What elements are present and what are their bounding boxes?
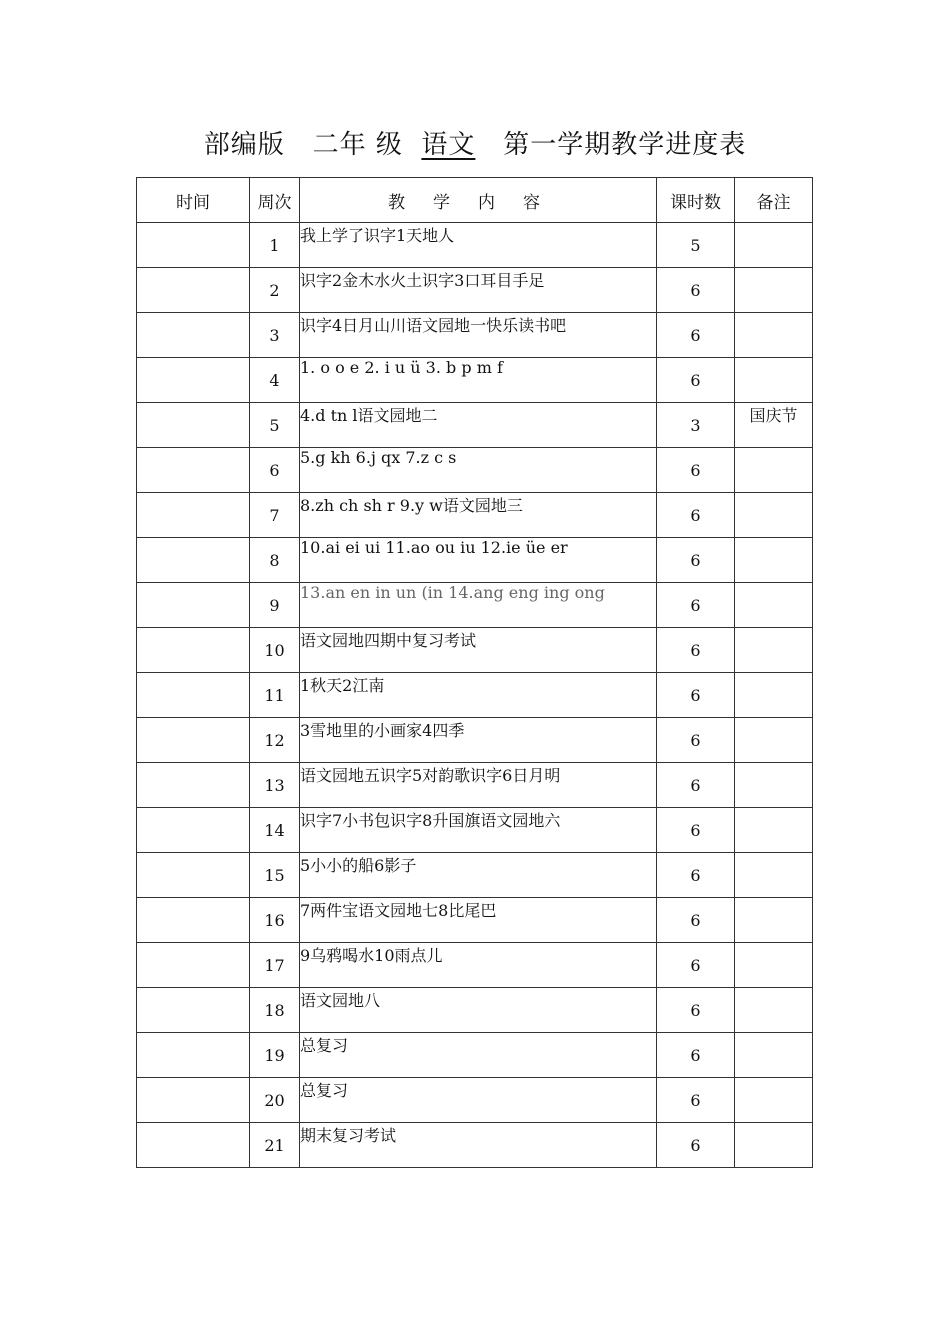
week-cell: 3 [250, 313, 300, 358]
hours-cell: 6 [657, 628, 735, 673]
hours-cell: 6 [657, 763, 735, 808]
note-cell [735, 943, 813, 988]
week-cell: 7 [250, 493, 300, 538]
hours-cell: 6 [657, 988, 735, 1033]
content-cell: 总复习 [300, 1078, 657, 1123]
table-row [137, 898, 813, 943]
hours-cell: 6 [657, 718, 735, 763]
hours-cell: 6 [657, 538, 735, 583]
content-cell: 识字2金木水火土识字3口耳目手足 [300, 268, 657, 313]
content-cell: 期末复习考试 [300, 1123, 657, 1168]
note-cell [735, 448, 813, 493]
week-cell: 11 [250, 673, 300, 718]
content-cell: 5小小的船6影子 [300, 853, 657, 898]
time-cell [137, 403, 250, 448]
title-grade: 二年 级 [312, 130, 403, 160]
hours-cell: 6 [657, 1123, 735, 1168]
week-cell: 15 [250, 853, 300, 898]
week-cell: 1 [250, 223, 300, 268]
header-hours: 课时数 [657, 178, 735, 223]
week-cell: 18 [250, 988, 300, 1033]
content-cell: 9乌鸦喝水10雨点儿 [300, 943, 657, 988]
time-cell [137, 718, 250, 763]
note-cell [735, 853, 813, 898]
hours-cell: 6 [657, 583, 735, 628]
time-cell [137, 853, 250, 898]
time-cell [137, 358, 250, 403]
note-cell [735, 988, 813, 1033]
time-cell [137, 1078, 250, 1123]
table-row [137, 718, 813, 763]
time-cell [137, 583, 250, 628]
week-cell: 17 [250, 943, 300, 988]
content-cell: 5.g kh 6.j qx 7.z c s [300, 448, 657, 493]
hours-cell: 3 [657, 403, 735, 448]
time-cell [137, 268, 250, 313]
note-cell [735, 628, 813, 673]
week-cell: 8 [250, 538, 300, 583]
note-cell: 国庆节 [735, 403, 813, 448]
note-cell [735, 583, 813, 628]
content-cell: 1秋天2江南 [300, 673, 657, 718]
note-cell [735, 1078, 813, 1123]
table-row [137, 988, 813, 1033]
week-cell: 12 [250, 718, 300, 763]
time-cell [137, 763, 250, 808]
content-cell: 1. o o e 2. i u ü 3. b p m f [300, 358, 657, 403]
time-cell [137, 223, 250, 268]
table-row [137, 313, 813, 358]
title-edition: 部编版 [203, 130, 285, 160]
table-row [137, 673, 813, 718]
table-row [137, 583, 813, 628]
note-cell [735, 268, 813, 313]
hours-cell: 5 [657, 223, 735, 268]
time-cell [137, 1033, 250, 1078]
title-subject: 语文 [421, 130, 476, 160]
content-cell: 10.ai ei ui 11.ao ou iu 12.ie üe er [300, 538, 657, 583]
content-cell: 13.an en in un (in 14.ang eng ing ong [300, 583, 657, 628]
hours-cell: 6 [657, 313, 735, 358]
hours-cell: 6 [657, 358, 735, 403]
time-cell [137, 988, 250, 1033]
table-row [137, 1078, 813, 1123]
hours-cell: 6 [657, 808, 735, 853]
header-week: 周次 [250, 178, 300, 223]
table-row [137, 358, 813, 403]
note-cell [735, 358, 813, 403]
hours-cell: 6 [657, 898, 735, 943]
note-cell [735, 673, 813, 718]
time-cell [137, 448, 250, 493]
hours-cell: 6 [657, 943, 735, 988]
table-row [137, 493, 813, 538]
week-cell: 4 [250, 358, 300, 403]
schedule-table [136, 177, 813, 1168]
table-row [137, 763, 813, 808]
table-row [137, 538, 813, 583]
hours-cell: 6 [657, 1078, 735, 1123]
content-cell: 4.d tn l语文园地二 [300, 403, 657, 448]
table-row [137, 403, 813, 448]
week-cell: 14 [250, 808, 300, 853]
time-cell [137, 538, 250, 583]
time-cell [137, 943, 250, 988]
table-row [137, 1123, 813, 1168]
content-cell: 识字7小书包识字8升国旗语文园地六 [300, 808, 657, 853]
time-cell [137, 313, 250, 358]
week-cell: 16 [250, 898, 300, 943]
note-cell [735, 898, 813, 943]
note-cell [735, 223, 813, 268]
hours-cell: 6 [657, 1033, 735, 1078]
time-cell [137, 1123, 250, 1168]
table-row [137, 223, 813, 268]
time-cell [137, 898, 250, 943]
week-cell: 20 [250, 1078, 300, 1123]
content-cell: 总复习 [300, 1033, 657, 1078]
content-cell: 8.zh ch sh r 9.y w语文园地三 [300, 493, 657, 538]
note-cell [735, 538, 813, 583]
title-semester: 第一学期教学进度表 [503, 130, 747, 160]
content-cell: 3雪地里的小画家4四季 [300, 718, 657, 763]
week-cell: 5 [250, 403, 300, 448]
table-row [137, 808, 813, 853]
week-cell: 6 [250, 448, 300, 493]
week-cell: 21 [250, 1123, 300, 1168]
time-cell [137, 628, 250, 673]
note-cell [735, 313, 813, 358]
table-row [137, 628, 813, 673]
content-cell: 语文园地四期中复习考试 [300, 628, 657, 673]
table-row [137, 943, 813, 988]
hours-cell: 6 [657, 268, 735, 313]
time-cell [137, 493, 250, 538]
hours-cell: 6 [657, 493, 735, 538]
week-cell: 19 [250, 1033, 300, 1078]
time-cell [137, 673, 250, 718]
header-content: 教学内容 [300, 178, 657, 223]
week-cell: 10 [250, 628, 300, 673]
content-cell: 我上学了识字1天地人 [300, 223, 657, 268]
content-cell: 语文园地八 [300, 988, 657, 1033]
note-cell [735, 493, 813, 538]
week-cell: 9 [250, 583, 300, 628]
content-cell: 识字4日月山川语文园地一快乐读书吧 [300, 313, 657, 358]
time-cell [137, 808, 250, 853]
table-row [137, 1033, 813, 1078]
table-row [137, 853, 813, 898]
note-cell [735, 718, 813, 763]
note-cell [735, 1033, 813, 1078]
note-cell [735, 1123, 813, 1168]
header-row [137, 178, 813, 223]
hours-cell: 6 [657, 673, 735, 718]
page-title [0, 124, 950, 161]
table-row [137, 448, 813, 493]
note-cell [735, 763, 813, 808]
content-cell: 7两件宝语文园地七8比尾巴 [300, 898, 657, 943]
hours-cell: 6 [657, 448, 735, 493]
table-row [137, 268, 813, 313]
note-cell [735, 808, 813, 853]
week-cell: 2 [250, 268, 300, 313]
header-note: 备注 [735, 178, 813, 223]
week-cell: 13 [250, 763, 300, 808]
content-cell: 语文园地五识字5对韵歌识字6日月明 [300, 763, 657, 808]
header-time: 时间 [137, 178, 250, 223]
hours-cell: 6 [657, 853, 735, 898]
